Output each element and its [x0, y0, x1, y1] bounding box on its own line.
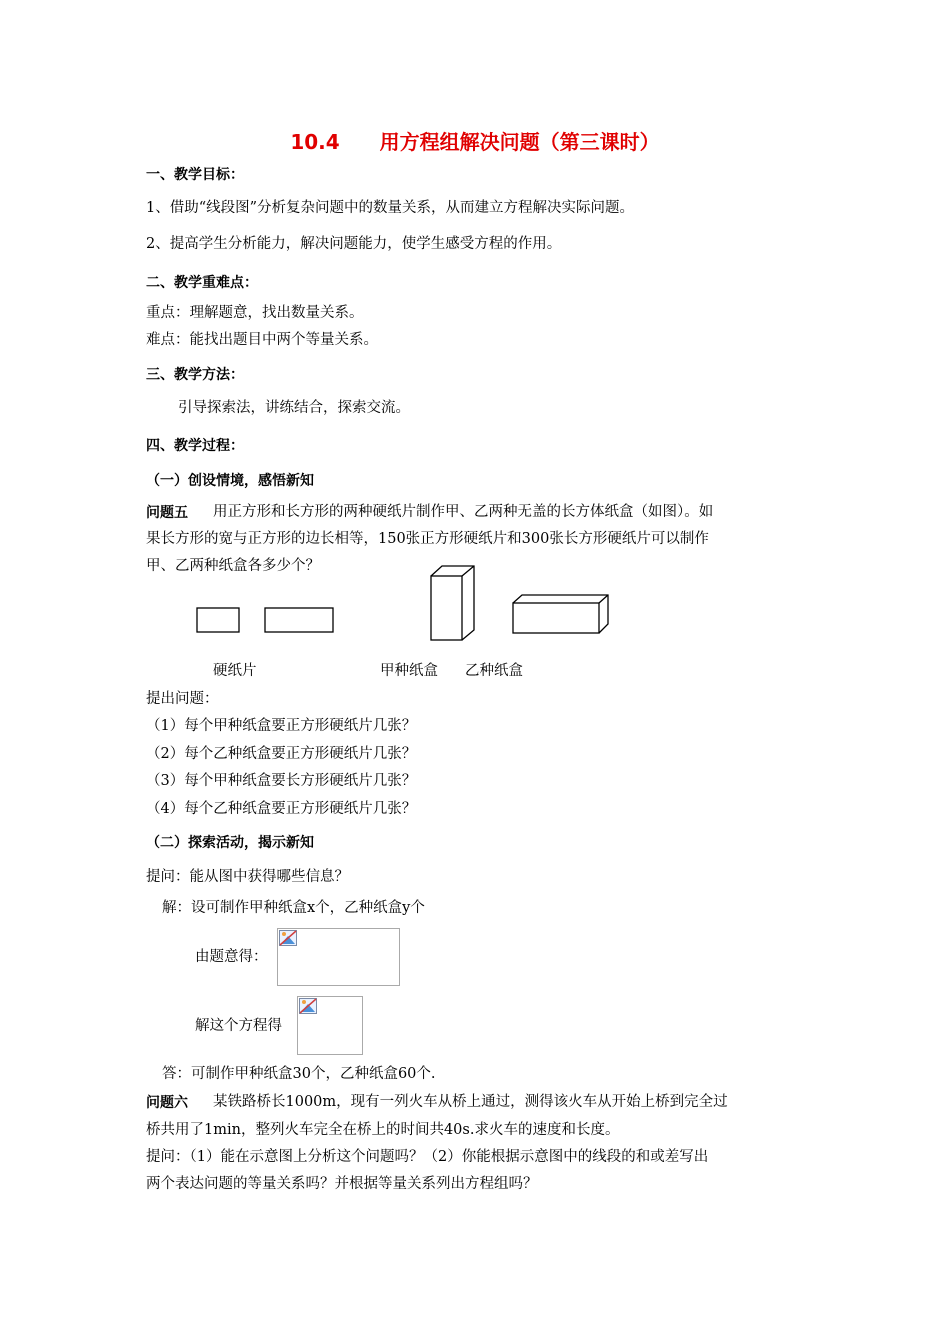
figure-label-box-a: 甲种纸盒	[380, 663, 438, 679]
info-question: 提问：能从图中获得哪些信息？	[146, 869, 349, 885]
problem-6-label: 问题六	[146, 1095, 188, 1111]
square-card	[197, 608, 239, 632]
problem-5-line-2: 果长方形的宽与正方形的边长相等，150张正方形硬纸片和300张长方形硬纸片可以制作	[146, 531, 709, 547]
problem-6-line-2: 桥共用了1min，整列火车完全在桥上的时间共40s.求火车的速度和长度。	[146, 1122, 620, 1138]
goal-item-1: 1、借助“线段图”分析复杂问题中的数量关系，从而建立方程解决实际问题。	[146, 200, 635, 216]
problem-6-line-1: 某铁路桥长1000m，现有一列火车从桥上通过，测得该火车从开始上桥到完全过	[213, 1094, 728, 1110]
problem-5-line-1: 用正方形和长方形的两种硬纸片制作甲、乙两种无盖的长方体纸盒（如图）。如	[213, 504, 714, 520]
problem-6-ask-line-2: 两个表达问题的等量关系吗？并根据等量关系列出方程组吗？	[146, 1176, 538, 1192]
broken-image-icon	[279, 930, 297, 946]
section-heading-goals: 一、教学目标：	[146, 167, 244, 183]
cards-and-boxes-figure	[180, 560, 630, 655]
question-3: （3）每个甲种纸盒要长方形硬纸片几张？	[146, 773, 417, 789]
rectangle-card	[265, 608, 333, 632]
question-2: （2）每个乙种纸盒要正方形硬纸片几张？	[146, 746, 417, 762]
ask-heading: 提出问题：	[146, 691, 219, 707]
subsection-heading-2: （二）探索活动，揭示新知	[146, 835, 314, 851]
section-heading-process: 四、教学过程：	[146, 438, 244, 454]
figure-label-box-b: 乙种纸盒	[465, 663, 523, 679]
question-4: （4）每个乙种纸盒要正方形硬纸片几张？	[146, 801, 417, 817]
figure-label-cards: 硬纸片	[213, 663, 257, 679]
box-b-shape	[513, 595, 608, 633]
methods-text: 引导探索法，讲练结合，探索交流。	[178, 400, 410, 416]
key-point: 重点：理解题意，找出数量关系。	[146, 305, 364, 321]
box-a-shape	[431, 566, 474, 640]
subsection-heading-1: （一）创设情境，感悟新知	[146, 473, 314, 489]
answer-text: 答：可制作甲种纸盒30个，乙种纸盒60个.	[162, 1066, 436, 1082]
problem-5-label: 问题五	[146, 505, 188, 521]
equations-label: 由题意得：	[195, 949, 268, 965]
section-heading-key-points: 二、教学重难点：	[146, 275, 258, 291]
equation-system-image	[277, 928, 400, 986]
question-1: （1）每个甲种纸盒要正方形硬纸片几张？	[146, 718, 417, 734]
solution-image	[297, 996, 363, 1055]
problem-6-ask-line-1: 提问：（1）能在示意图上分析这个问题吗？（2）你能根据示意图中的线段的和或差写出	[146, 1149, 709, 1165]
section-heading-methods: 三、教学方法：	[146, 367, 244, 383]
difficult-point: 难点：能找出题目中两个等量关系。	[146, 332, 378, 348]
broken-image-icon	[299, 998, 317, 1014]
page-title: 10.4 用方程组解决问题（第三课时）	[290, 130, 660, 154]
goal-item-2: 2、提高学生分析能力，解决问题能力，使学生感受方程的作用。	[146, 236, 562, 252]
problem-5-line-3: 甲、乙两种纸盒各多少个？	[146, 558, 320, 574]
solution-setup: 解：设可制作甲种纸盒x个，乙种纸盒y个	[162, 900, 425, 916]
solve-label: 解这个方程得	[195, 1018, 282, 1034]
